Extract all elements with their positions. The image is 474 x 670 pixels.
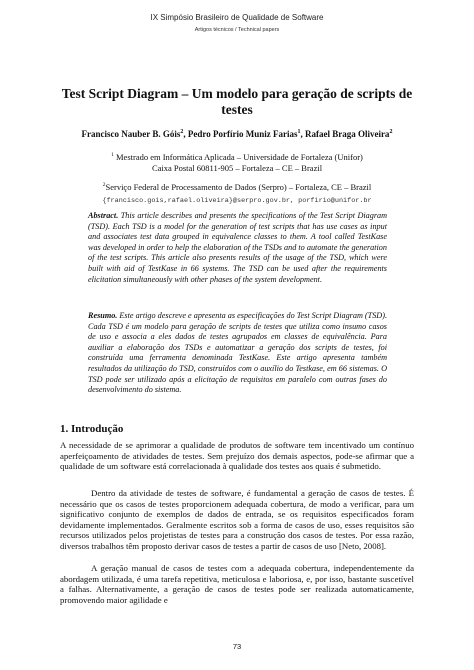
author-name: Francisco Nauber B. Góis bbox=[81, 129, 181, 139]
affiliation-line: Caixa Postal 60811-905 – Fortaleza – CE – Brazil bbox=[151, 162, 323, 173]
body-paragraph: A geração manual de casos de testes com a adequada cobertura, independentemente da abordagem utilizada, é uma tarefa repetitiva, meticulosa e laboriosa, e, por isso, bastante suscetível a falhas. Alternativamente, a geração de casos de testes pode ser realizada automaticamente, promovendo maior agilidade e bbox=[60, 563, 414, 605]
running-header-conference: IX Simpósio Brasileiro de Qualidade de Software bbox=[150, 13, 324, 22]
abstract-english bbox=[88, 211, 387, 285]
author-name: Pedro Porfírio Muniz Farias bbox=[187, 129, 298, 139]
author-affiliation-marker: 2 bbox=[389, 129, 393, 135]
affiliation-marker: 1 bbox=[111, 152, 114, 158]
author-list bbox=[40, 127, 434, 140]
affiliation-line: Serviço Federal de Processamento de Dados (Serpro) – Fortaleza, CE – Brazil bbox=[105, 181, 372, 192]
running-header-track: Artigos técnicos / Technical papers bbox=[194, 27, 280, 33]
affiliation-2 bbox=[60, 180, 414, 193]
body-paragraph: Dentro da atividade de testes de software, é fundamental a geração de casos de testes. É necessário que os casos de testes proporcionem adequada cobertura, de modo a verificar, para um significativo conjunto de exemplos de dados de entrada, se os requisitos especificados foram devidamente implementados. Geralmente escritos sob a forma de casos de uso, esses requisitos são recursos utilizados pelos projetistas de testes para a construção dos casos de testes. Por essa razão, diversos trabalhos têm proposto derivar casos de testes a partir de casos de uso [Neto, 2008]. bbox=[60, 488, 414, 551]
affiliation-marker: 2 bbox=[102, 182, 106, 188]
section-heading: 1. Introdução bbox=[60, 423, 124, 435]
abstract-text: This article describes and presents the specifications of the Test Script Diagram (TSD). Each TSD is a model for the generation of test scripts that has use cases as input and associates test data grouped in equivalence classes to them. A tool called TestKase was developed in order to help the elaboration of the TSDs and to automate the generation of the test scripts. This article also presents results of the usage of the TSD, which were built with aid of TestKase in 66 systems. The TSD can be used after the requirements elicitation simultaneously with other phases of the system development. bbox=[88, 211, 388, 284]
author-separator: , bbox=[183, 129, 188, 139]
author-affiliation-marker: 1 bbox=[297, 129, 301, 135]
abstract-portuguese bbox=[88, 311, 387, 396]
affiliation-1 bbox=[60, 150, 414, 174]
author-affiliation-marker: 2 bbox=[180, 129, 184, 135]
page-number: 73 bbox=[232, 642, 242, 651]
resumo-label: Resumo. bbox=[88, 311, 118, 320]
author-separator: , bbox=[300, 129, 305, 139]
paper-title: Test Script Diagram – Um modelo para geração de scripts de testes bbox=[61, 86, 413, 117]
author-name: Rafael Braga Oliveira bbox=[304, 129, 390, 139]
resumo-text: Este artigo descreve e apresenta as especificações do Test Script Diagram (TSD). Cada TSD é um modelo para geração de scripts de testes que utiliza como insumo casos de uso e associa a eles dados de testes agrupados em classes de equivalência. Para auxiliar a elaboração dos TSDs e automatizar a geração dos scripts de testes, foi construída uma ferramenta denominada TestKase. Este artigo apresenta também resultados da utilização do TSD, construídos com o auxílio do Testkase, em 66 sistemas. O TSD pode ser utilizado após a elicitação de requisitos em paralelo com outras fases do desenvolvimento do sistema. bbox=[88, 311, 387, 395]
affiliation-line: Mestrado em Informática Aplicada – Universidade de Fortaleza (Unifor) bbox=[115, 151, 363, 162]
author-emails: {francisco.gois,rafael.oliveira}@serpro.gov.br, porfirio@unifor.br bbox=[102, 197, 372, 205]
body-paragraph: A necessidade de se aprimorar a qualidade de produtos de software tem incentivado um contínuo aperfeiçoamento de atividades de testes. Sem prejuízo dos demais aspectos, pode-se afirmar que a qualidade de um software está correlacionada à qualidade dos testes aos quais é submetido. bbox=[60, 440, 414, 472]
abstract-label: Abstract. bbox=[88, 211, 119, 220]
